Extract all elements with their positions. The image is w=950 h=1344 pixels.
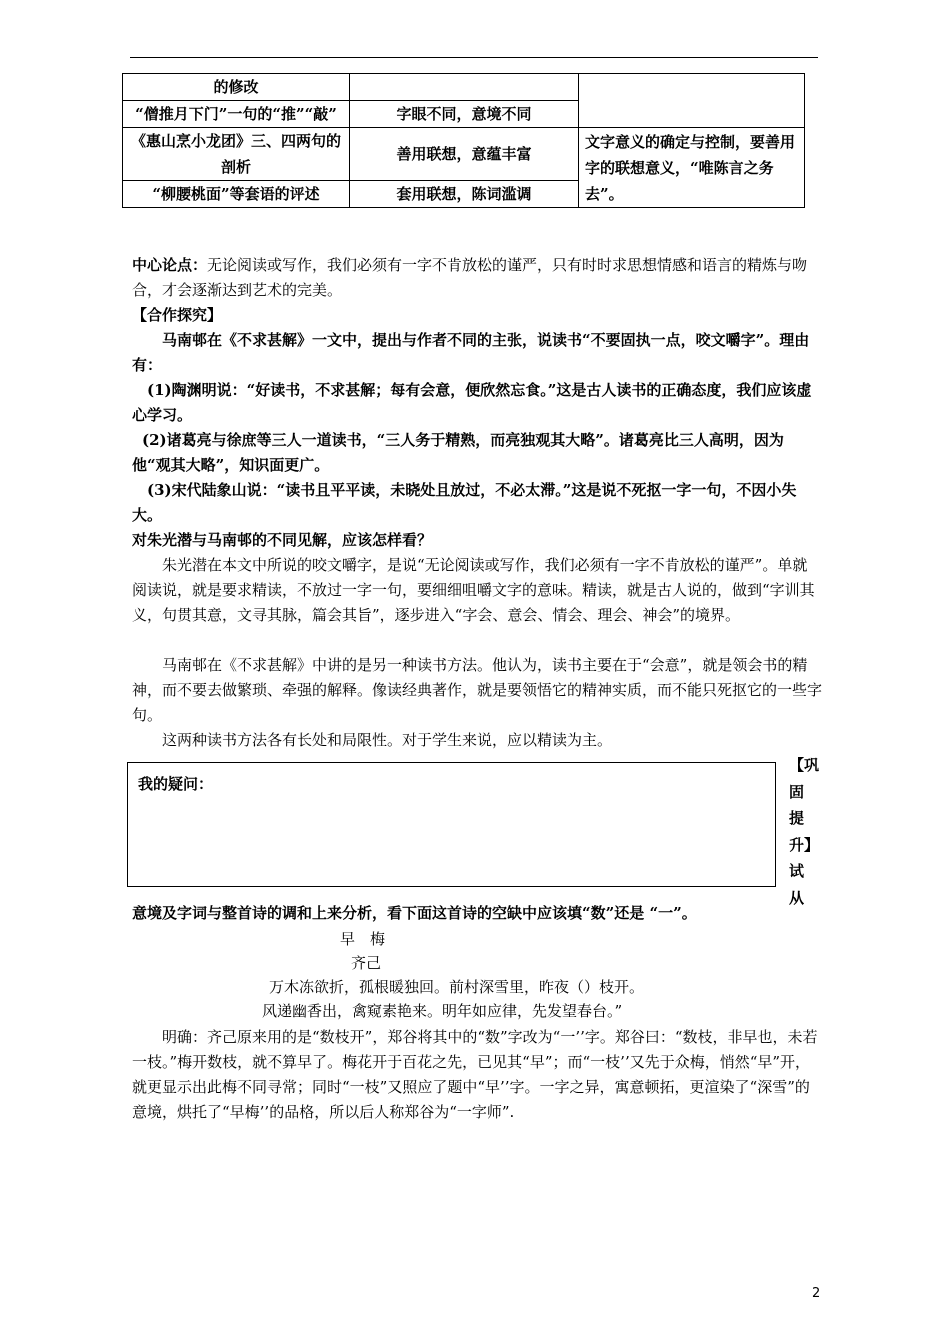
table-cell: 《惠山烹小龙团》三、四两句的剖析	[123, 128, 350, 181]
table-cell: 善用联想，意蕴丰富	[350, 128, 579, 181]
table-cell: 套用联想，陈词滥调	[350, 181, 579, 208]
reason-1: (1)陶渊明说：“好读书，不求甚解；每有会意，便欣然忘食。”这是古人读书的正确态度，我们应该虚心学习。	[132, 381, 812, 424]
side-char: 提	[789, 809, 805, 827]
side-char: 升】	[789, 835, 820, 854]
answer-paragraph-1: 朱光潜在本文中所说的咬文嚼字，是说“无论阅读或写作，我们必须有一字不肯放松的谨严”。单就阅读说，就是要求精读，不放过一字一句，要细细咀嚼文字的意味。精读，就是古人说的，做到“字训其义，句贯其意，文寻其脉，篇会其旨”，逐步进入“字会、意会、情会、理会、神会”的境界。	[132, 556, 815, 624]
discussion-question: 对朱光潜与马南邨的不同见解，应该怎样看？	[132, 531, 433, 549]
table-cell: “柳腰桃面”等套语的评述	[123, 181, 350, 208]
consolidate-text: 意境及字词与整首诗的调和上来分析，看下面这首诗的空缺中应该填“数”还是 “一”。	[132, 904, 697, 922]
answer-explanation: 明确：齐己原来用的是“数枝开”，郑谷将其中的“数”字改为“一’’字。郑谷曰：“数枝，非早也，未若一枝。”梅开数枝，就不算早了。梅花开于百花之先，已见其“早”；而“一枝’’又先于众梅，悄然“早”开，就更显示出此梅不同寻常；同时“一枝”又照应了题中“早’’字。一字之异，寓意顿拓，更渲染了“深雪”的意境，烘托了“早梅’’的品格，所以后人称郑谷为“一字师”.	[132, 1028, 818, 1121]
side-char: 固	[789, 782, 805, 801]
central-argument	[132, 253, 822, 303]
central-text: 无论阅读或写作，我们必须有一字不肯放松的谨严，只有时时求思想情感和语言的精炼与吻合，才会逐渐达到艺术的完美。	[132, 256, 808, 299]
answer-paragraph-3: 这两种读书方法各有长处和局限性。对于学生来说，应以精读为主。	[162, 731, 613, 749]
poem-author: 齐己	[351, 954, 382, 972]
table-cell	[579, 74, 805, 128]
poem-title: 早 梅	[340, 930, 386, 948]
coop-heading: 【合作探究】	[132, 306, 223, 324]
table-cell: 字眼不同，意境不同	[350, 101, 579, 128]
page-number: 2	[812, 1286, 821, 1301]
coop-intro: 马南邨在《不求甚解》一文中，提出与作者不同的主张，说读书“不要固执一点，咬文嚼字”。理由有：	[132, 331, 810, 374]
reason-3: (3)宋代陆象山说：“读书且平平读，未晓处且放过，不必太滞。”这是说不死抠一字一句，不因小失大。	[132, 481, 797, 524]
side-char: 从	[789, 888, 805, 907]
poem-line-2: 风递幽香出，禽窥素艳来。明年如应律，先发望春台。”	[262, 1002, 623, 1020]
table-row	[123, 128, 805, 181]
table-cell	[350, 74, 579, 101]
table-cell: 的修改	[123, 74, 350, 101]
table-cell: 文字意义的确定与控制，要善用字的联想意义，“唯陈言之务去”。	[579, 128, 805, 208]
consolidate-side-text	[789, 752, 819, 911]
question-box-label: 我的疑问：	[138, 775, 214, 793]
comparison-table	[122, 73, 805, 208]
table-cell: “僧推月下门”一句的“推”“敲”	[123, 101, 350, 128]
side-char: 【巩	[789, 756, 820, 774]
side-char: 试	[789, 862, 805, 880]
answer-paragraph-2: 马南邨在《不求甚解》中讲的是另一种读书方法。他认为，读书主要在于“会意”，就是领会书的精神，而不要去做繁琐、牵强的解释。像读经典著作，就是要领悟它的精神实质，而不能只死抠它的一些字句。	[132, 656, 823, 724]
question-box[interactable]	[127, 762, 776, 887]
central-label: 中心论点：	[132, 256, 208, 274]
header-rule	[130, 57, 818, 58]
table-row	[123, 74, 805, 101]
poem-line-1: 万木冻欲折，孤根暖独回。前村深雪里，昨夜（）枝开。	[269, 978, 645, 996]
reason-2: (2)诸葛亮与徐庶等三人一道读书，“三人务于精熟，而亮独观其大略”。诸葛亮比三人高明，因为他“观其大略”，知识面更广。	[132, 431, 784, 474]
